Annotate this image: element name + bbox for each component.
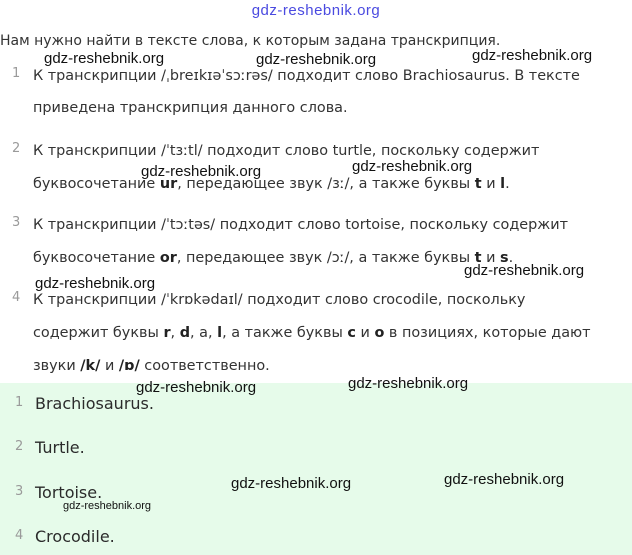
step-line <box>33 356 270 376</box>
text-fragment: звуки <box>33 358 81 374</box>
text-fragment: , передающее звук /ɔː/, а также буквы <box>176 250 475 266</box>
text-fragment: буквосочетание <box>33 176 160 192</box>
step-line <box>33 248 513 268</box>
step-line <box>33 66 580 86</box>
bold-fragment: r <box>163 325 171 341</box>
step-number: 3 <box>12 215 21 230</box>
answer-item <box>0 392 632 416</box>
answer-text: Brachiosaurus. <box>35 394 154 413</box>
answer-item <box>0 436 632 460</box>
text-fragment: и <box>355 325 375 341</box>
answer-number: 4 <box>15 528 24 543</box>
text-fragment: буквосочетание <box>33 250 160 266</box>
watermark: gdz-reshebnik.org <box>35 275 156 292</box>
text-fragment: К транскрипции /ˌbreɪkɪəˈsɔːrəs/ подходит слово Brachiosaurus. В тексте <box>33 68 580 84</box>
watermark: gdz-reshebnik.org <box>348 375 469 392</box>
text-fragment: в позициях, которые дают <box>384 325 591 341</box>
watermark: gdz-reshebnik.org <box>444 471 565 488</box>
text-fragment: , <box>170 325 180 341</box>
bold-fragment: t <box>474 176 482 192</box>
bold-fragment: /k/ <box>80 358 101 374</box>
bold-fragment: s <box>500 250 509 266</box>
answer-number: 2 <box>15 439 24 454</box>
step-line <box>33 98 348 118</box>
watermark: gdz-reshebnik.org <box>464 262 585 279</box>
answer-number: 3 <box>15 484 24 499</box>
step-line <box>33 290 525 310</box>
watermark: gdz-reshebnik.org <box>256 51 377 68</box>
bold-fragment: l <box>217 325 223 341</box>
text-fragment: . <box>505 176 510 192</box>
text-fragment: . <box>508 250 514 266</box>
step-line <box>33 174 510 194</box>
text-fragment: соответственно. <box>139 358 270 374</box>
step-line <box>33 323 591 343</box>
text-fragment: , а также буквы <box>222 325 348 341</box>
step-line <box>33 215 568 235</box>
intro-text: Нам нужно найти в тексте слова, к которым задана транскрипция. <box>0 33 501 49</box>
text-fragment: , передающее звук /ɜː/, а также буквы <box>177 176 475 192</box>
answer-text: Turtle. <box>35 438 85 457</box>
answers-panel <box>0 383 632 555</box>
text-fragment: , a, <box>190 325 218 341</box>
bold-fragment: t <box>474 250 482 266</box>
bold-fragment: /ɒ/ <box>118 358 140 374</box>
text-fragment: К транскрипции /ˈkrɒkədaɪl/ подходит слово crocodile, поскольку <box>33 292 526 308</box>
watermark: gdz-reshebnik.org <box>231 475 352 492</box>
answer-text: Crocodile. <box>35 527 115 546</box>
bold-fragment: l <box>500 176 506 192</box>
step-number: 2 <box>12 141 21 156</box>
watermark: gdz-reshebnik.org <box>141 163 262 180</box>
text-fragment: К транскрипции /ˈtɔːtəs/ подходит слово tortoise, поскольку содержит <box>33 217 568 233</box>
text-fragment: и <box>481 250 501 266</box>
watermark: gdz-reshebnik.org <box>44 50 165 67</box>
answer-item <box>0 525 632 549</box>
watermark: gdz-reshebnik.org <box>472 47 593 64</box>
answer-text: Tortoise. <box>35 483 103 502</box>
text-fragment: приведена транскрипция данного слова. <box>33 100 348 116</box>
watermark: gdz-reshebnik.org <box>63 500 152 512</box>
site-header: gdz-reshebnik.org <box>251 2 381 19</box>
text-fragment: и <box>481 176 501 192</box>
answer-number: 1 <box>15 395 24 410</box>
bold-fragment: or <box>159 250 177 266</box>
text-fragment: содержит буквы <box>33 325 164 341</box>
bold-fragment: d <box>179 325 191 341</box>
bold-fragment: c <box>347 325 356 341</box>
text-fragment: и <box>100 358 119 374</box>
watermark: gdz-reshebnik.org <box>136 379 257 396</box>
step-number: 1 <box>12 66 21 81</box>
bold-fragment: o <box>374 325 385 341</box>
step-number: 4 <box>12 290 21 305</box>
bold-fragment: ur <box>159 176 178 192</box>
watermark: gdz-reshebnik.org <box>352 158 473 175</box>
text-fragment: К транскрипции /ˈtɜːtl/ подходит слово turtle, поскольку содержит <box>33 143 540 159</box>
